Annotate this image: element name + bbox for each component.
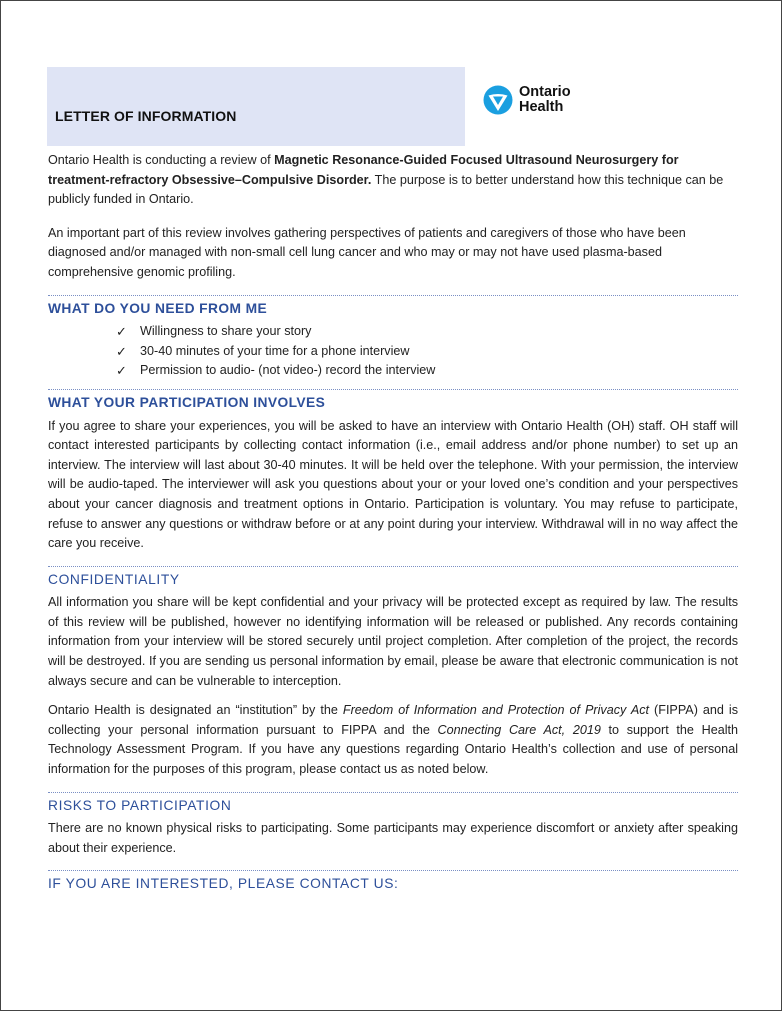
section-divider (48, 566, 738, 567)
logo-line-health: Health (519, 99, 564, 115)
intro-paragraph-1: Ontario Health is conducting a review of Magnetic Resonance-Guided Focused Ultrasound Neurosurgery for treatment-refractory Obsessive–Compulsive Disorder. The purpose is to better understand how this technique can be publicly funded in Ontario. (48, 153, 724, 207)
logo-wordmark (519, 85, 571, 115)
section-heading-risks: RISKS TO PARTICIPATION (48, 797, 232, 813)
logo-area (465, 67, 734, 146)
ontario-health-logo (483, 85, 571, 115)
section-heading-involves: WHAT YOUR PARTICIPATION INVOLVES (48, 394, 326, 410)
header-banner (47, 67, 734, 146)
document-title: LETTER OF INFORMATION (55, 108, 237, 124)
care-act-name: Connecting Care Act, 2019 (437, 722, 601, 737)
requirements-list (48, 322, 738, 381)
checkmark-icon: ✓ (116, 343, 127, 359)
section-divider (48, 389, 738, 390)
risks-paragraph: There are no known physical risks to participating. Some participants may experience discomfort or anxiety after speaking about their experience. (48, 821, 738, 855)
section-divider (48, 792, 738, 793)
fippa-act-name: Freedom of Information and Protection of Privacy Act (342, 703, 650, 718)
letter-body (48, 151, 738, 898)
confidentiality-paragraph-1: All information you share will be kept confidential and your privacy will be protected except as required by law. The results of this review will be published, however no identifying information will be released or published. Any records containing information from your interview will be stored securely until project completion. After completion of the project, the records will be destroyed. If you are sending us personal information by email, please be aware that electronic communication is not always secure and can be vulnerable to interception. (48, 595, 738, 688)
section-heading-confidentiality: CONFIDENTIALITY (48, 571, 180, 587)
checkmark-icon: ✓ (116, 324, 127, 340)
review-topic: Magnetic Resonance-Guided Focused Ultrasound Neurosurgery for treatment-refractory Obsessive–Compulsive Disorder. (48, 153, 679, 187)
ontario-trillium-icon (483, 85, 513, 115)
involves-paragraph: If you agree to share your experiences, you will be asked to have an interview with Ontario Health (OH) staff. OH staff will contact interested participants by collecting contact information (i.e., email address and/or phone number) to set up an interview. The interview will last about 30-40 minutes. It will be held over the telephone. With your permission, the interview will be audio-taped. The interviewer will ask you questions about your or your loved one’s condition and your perspectives about your cancer diagnosis and treatment options in Ontario. Participation is voluntary. You may refuse to participate, refuse to answer any questions or withdraw before or at any point during your interview. Withdrawal will in no way affect the care you receive. (48, 418, 738, 551)
list-item: ✓ Permission to audio- (not video-) record the interview (116, 361, 738, 381)
checkmark-icon: ✓ (116, 363, 127, 379)
intro-paragraph-2: An important part of this review involves gathering perspectives of patients and caregivers of those who have been diagnosed and/or managed with non-small cell lung cancer and who may or may not have used plasma-based comprehensive genomic profiling. (48, 225, 686, 279)
section-heading-contact: IF YOU ARE INTERESTED, PLEASE CONTACT US: (48, 876, 399, 892)
section-divider (48, 295, 738, 296)
list-item: ✓ 30-40 minutes of your time for a phone interview (116, 342, 738, 362)
section-heading-need: WHAT DO YOU NEED FROM ME (48, 300, 268, 316)
section-divider (48, 870, 738, 871)
confidentiality-paragraph-2: Ontario Health is designated an “institution” by the Freedom of Information and Protection of Privacy Act (FIPPA) and is collecting your personal information pursuant to FIPPA and the Connecting Care Act, 2019 to support the Health Technology Assessment Program. If you have any questions regarding Ontario Health’s collection and use of personal information for the purposes of this program, please contact us as noted below. (48, 703, 739, 777)
list-item: ✓ Willingness to share your story (116, 322, 738, 342)
logo-line-ontario: Ontario (519, 84, 571, 100)
